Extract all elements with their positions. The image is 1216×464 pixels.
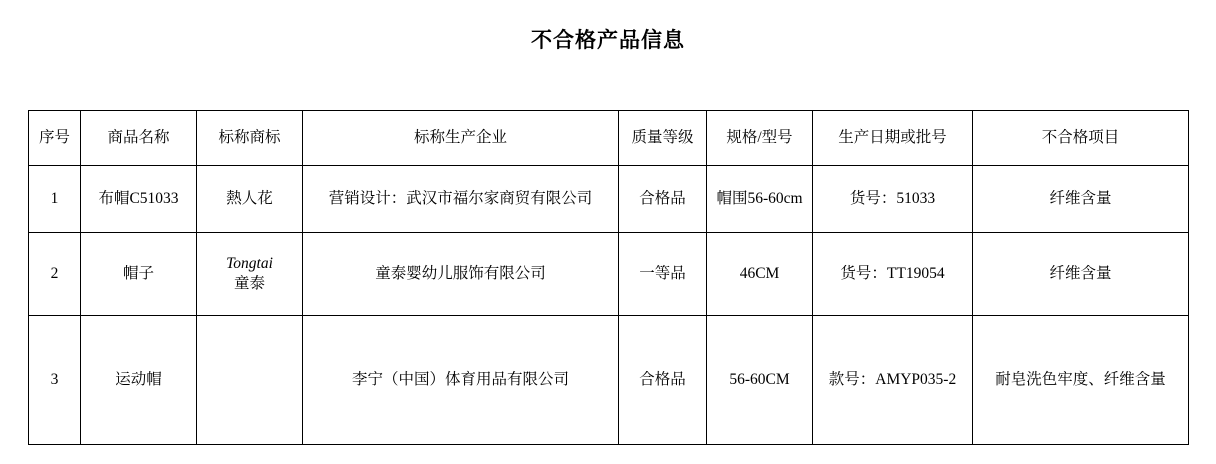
cell-manufacturer: 李宁（中国）体育用品有限公司 [303,316,619,445]
cell-spec-model: 56-60CM [707,316,813,445]
cell-quality-grade: 合格品 [619,316,707,445]
column-header-production-date: 生产日期或批号 [813,111,973,166]
cell-failed-items: 耐皂洗色牢度、纤维含量 [973,316,1189,445]
cell-index: 1 [29,166,81,233]
cell-production-date: 货号：51033 [813,166,973,233]
brand-cn-text: 童泰 [233,275,265,292]
cell-index: 3 [29,316,81,445]
table-header-row [29,111,1189,166]
cell-product-name: 帽子 [81,233,197,316]
column-header-manufacturer: 标称生产企业 [303,111,619,166]
unqualified-products-table [28,110,1189,445]
column-header-quality-grade: 质量等级 [619,111,707,166]
column-header-failed-items: 不合格项目 [973,111,1189,166]
cell-failed-items: 纤维含量 [973,166,1189,233]
cell-manufacturer: 营销设计：武汉市福尔家商贸有限公司 [303,166,619,233]
column-header-index: 序号 [29,111,81,166]
cell-brand [197,316,303,445]
brand-latin-text: Tongtai [226,254,273,272]
cell-brand [197,233,303,316]
cell-spec-model: 46CM [707,233,813,316]
cell-production-date: 货号：TT19054 [813,233,973,316]
column-header-spec-model: 规格/型号 [707,111,813,166]
table-row [29,166,1189,233]
cell-product-name: 运动帽 [81,316,197,445]
column-header-brand: 标称商标 [197,111,303,166]
cell-failed-items: 纤维含量 [973,233,1189,316]
cell-index: 2 [29,233,81,316]
page-title: 不合格产品信息 [531,29,685,52]
cell-spec-model: 帽围56-60cm [707,166,813,233]
cell-manufacturer: 童泰婴幼儿服饰有限公司 [303,233,619,316]
cell-product-name: 布帽C51033 [81,166,197,233]
cell-quality-grade: 合格品 [619,166,707,233]
unqualified-products-table-container [28,110,1188,445]
column-header-product-name: 商品名称 [81,111,197,166]
table-row [29,233,1189,316]
cell-brand: 熱人花 [197,166,303,233]
table-row [29,316,1189,445]
document-page [0,24,1216,464]
cell-quality-grade: 一等品 [619,233,707,316]
cell-production-date: 款号：AMYP035-2 [813,316,973,445]
